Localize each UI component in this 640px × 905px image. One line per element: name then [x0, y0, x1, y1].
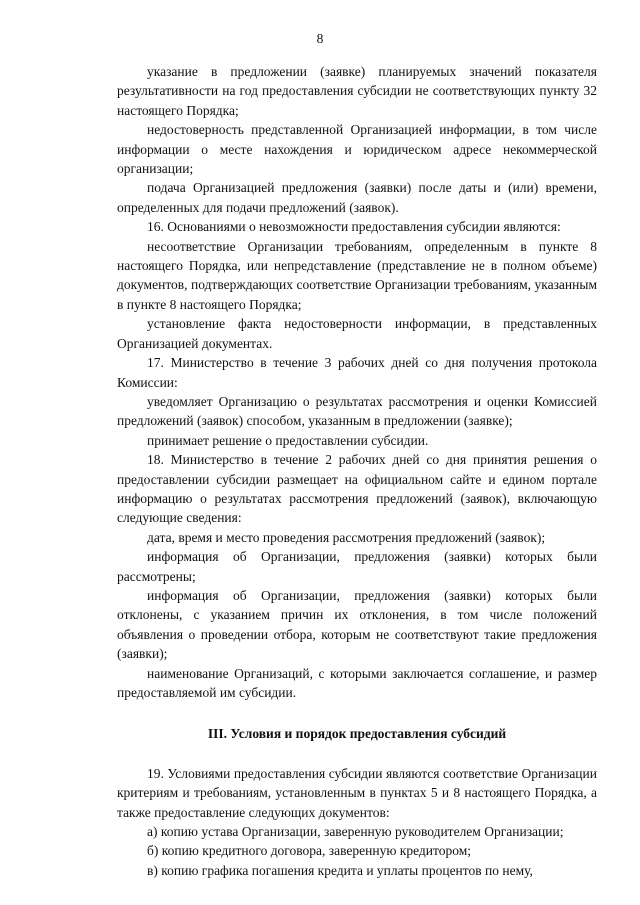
- paragraph-indicator-mismatch: указание в предложении (заявке) планируемых значений показателя результативности на год предоставления субсидии не соответствующих пункту 32 настоящего Порядка;: [117, 64, 597, 118]
- paragraph-reviewed-info: информация об Организации, предложения (заявки) которых были рассмотрены;: [117, 549, 597, 584]
- paragraph-false-info: установление факта недостоверности информации, в представленных Организацией документах.: [117, 316, 597, 351]
- paragraph-rejected-info: информация об Организации, предложения (заявки) которых были отклонены, с указанием причин их отклонения, в том числе положений объявления о проведении отбора, которым не соответствуют такие предложения (заявки);: [117, 587, 597, 662]
- paragraph-item-19: 19. Условиями предоставления субсидии являются соответствие Организации критериям и требованиям, установленным в пунктах 5 и 8 настоящего Порядка, а также предоставление следующих документов:: [117, 765, 597, 820]
- paragraph-item-16: 16. Основаниями о невозможности предоставления субсидии являются:: [147, 219, 561, 235]
- paragraph-noncompliance: несоответствие Организации требованиям, определенным в пункте 8 настоящего Порядка, или непредставление (представление не в полном объеме) документов, подтверждающих соответствие Организации требованиям, указанным в пункте 8 настоящего Порядка;: [117, 238, 597, 312]
- page-number: 8: [316, 31, 324, 46]
- paragraph-item-17: 17. Министерство в течение 3 рабочих дней со дня получения протокола Комиссии:: [117, 355, 597, 390]
- paragraph-charter-copy: а) копию устава Организации, заверенную руководителем Организации;: [147, 824, 564, 840]
- paragraph-unreliable-info: недостоверность представленной Организацией информации, в том числе информации о месте нахождения и юридическом адресе некоммерческой организации;: [117, 122, 597, 177]
- paragraph-date-time-place: дата, время и место проведения рассмотрения предложений (заявок);: [147, 529, 546, 545]
- paragraph-repayment-schedule-copy: в) копию графика погашения кредита и уплаты процентов по нему,: [147, 862, 533, 878]
- paragraph-decision: принимает решение о предоставлении субсидии.: [147, 432, 429, 448]
- paragraph-late-submission: подача Организацией предложения (заявки) после даты и (или) времени, определенных для подачи предложений (заявок).: [117, 180, 597, 215]
- paragraph-organizations-names: наименование Организаций, с которыми заключается соглашение, и размер предоставляемой им субсидии.: [117, 665, 597, 700]
- section-title: III. Условия и порядок предоставления субсидий: [207, 726, 507, 742]
- paragraph-notifies: уведомляет Организацию о результатах рассмотрения и оценки Комиссией предложений (заявок) способом, указанным в предложении (заявке);: [117, 393, 597, 429]
- document-body: [117, 62, 597, 880]
- paragraph-item-18: 18. Министерство в течение 2 рабочих дней со дня принятия решения о предоставлении субсидии размещает на официальном сайте и едином портале информацию о результатах рассмотрения предложений (заявок), включающую следующие сведения:: [117, 452, 597, 526]
- paragraph-credit-agreement-copy: б) копию кредитного договора, заверенную кредитором;: [147, 843, 472, 859]
